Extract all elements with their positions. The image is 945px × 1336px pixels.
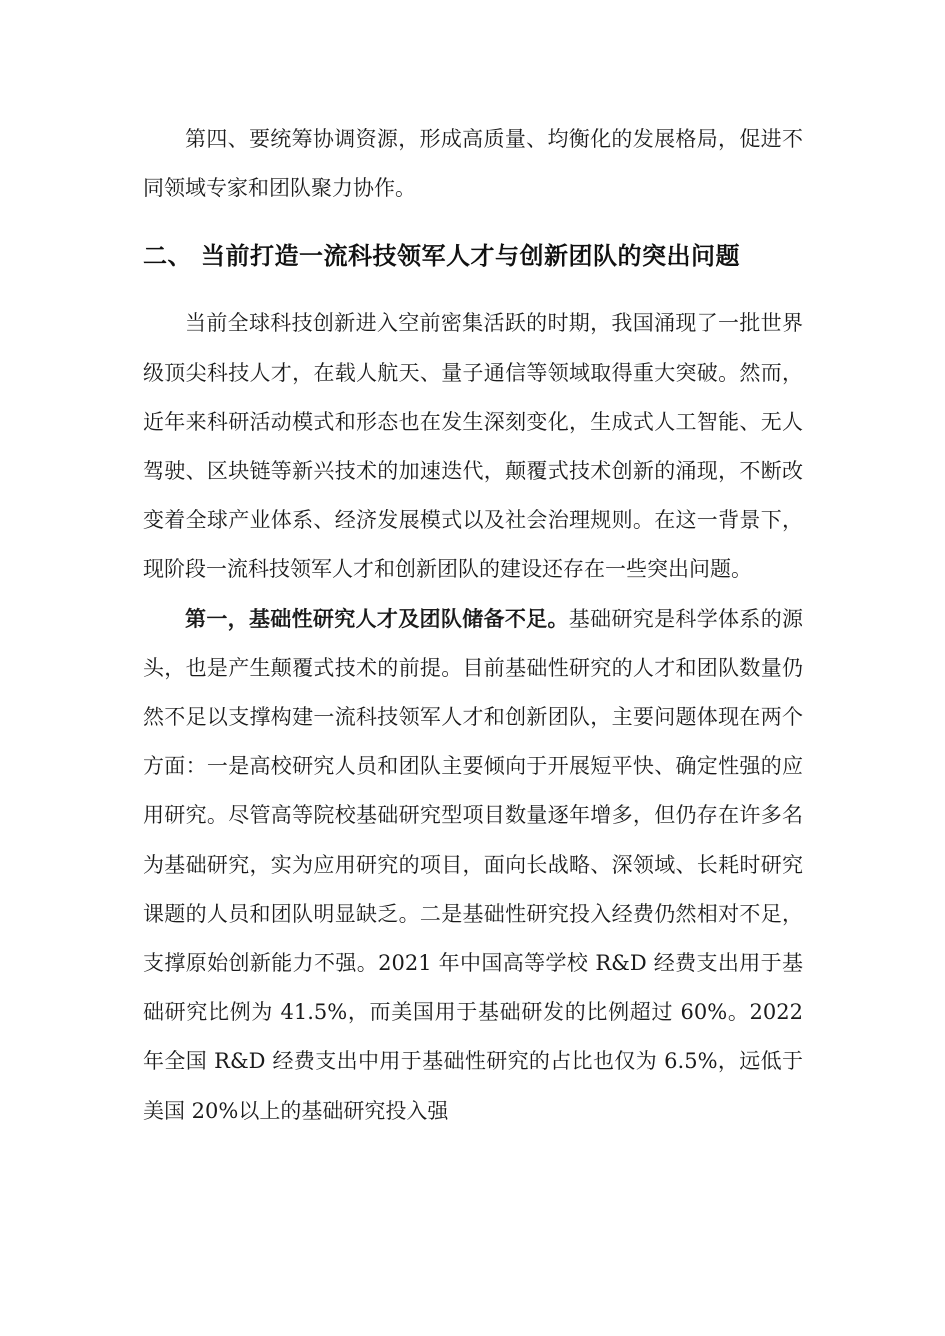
paragraph-lead-sentence: 第一，基础性研究人才及团队储备不足。 — [185, 606, 569, 631]
section-title: 当前打造一流科技领军人才与创新团队的突出问题 — [201, 242, 740, 271]
paragraph-context: 当前全球科技创新进入空前密集活跃的时期，我国涌现了一批世界级顶尖科技人才，在载人航天、量子通信等领域取得重大突破。然而，近年来科研活动模式和形态也在发生深刻变化，生成式人工智能、无人驾驶、区块链等新兴技术的加速迭代，颠覆式技术创新的涌现，不断改变着全球产业体系、经济发展模式以及社会治理规则。在这一背景下，现阶段一流科技领军人才和创新团队的建设还存在一些突出问题。 — [143, 311, 803, 582]
paragraph-body-text: 基础研究是科学体系的源头，也是产生颠覆式技术的前提。目前基础性研究的人才和团队数量仍然不足以支撑构建一流科技领军人才和创新团队，主要问题体现在两个方面：一是高校研究人员和团队主要倾向于开展短平快、确定性强的应用研究。尽管高等院校基础研究型项目数量逐年增多，但仍存在许多名为基础研究，实为应用研究的项目，面向长战略、深领域、长耗时研究课题的人员和团队明显缺乏。二是基础性研究投入经费仍然相对不足，支撑原始创新能力不强。2021 年中国高等学校 R&D 经费支出用于基础研究比例为 41.5%，而美国用于基础研发的比例超过 60%。2022 年全国 R&D 经费支出中用于基础性研究的占比也仅为 6.5%，远低于美国 20%以上的基础研究投入强 — [143, 606, 804, 1123]
document-body — [143, 115, 803, 1136]
section-number: 二、 — [143, 242, 192, 271]
paragraph-intro: 第四、要统筹协调资源，形成高质量、均衡化的发展格局，促进不同领域专家和团队聚力协作。 — [143, 127, 803, 201]
section-heading — [143, 229, 803, 283]
paragraph-first-issue — [143, 595, 803, 1136]
